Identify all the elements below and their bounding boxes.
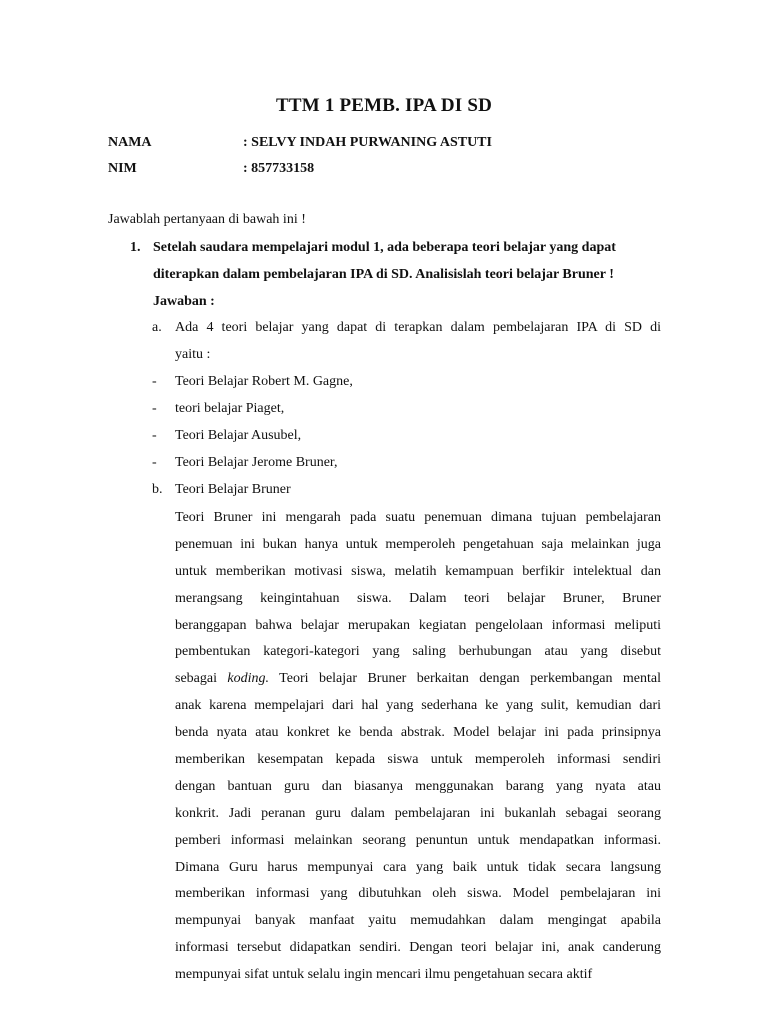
- identity-value: : 857733158: [243, 161, 315, 176]
- identity-row-nama: [108, 135, 492, 151]
- identity-label: NAMA: [108, 135, 152, 150]
- paragraph-line: Dimana Guru harus mempunyai cara yang baik untuk tidak secara langsung: [175, 859, 661, 875]
- list-marker-b: b.: [152, 482, 163, 497]
- bullet-item: Teori Belajar Jerome Bruner,: [175, 455, 338, 470]
- paragraph-line: pemberi informasi melainkan seorang penuntun untuk mendapatkan informasi.: [175, 832, 661, 848]
- paragraph-line: untuk memberikan motivasi siswa, melatih kemampuan berfikir intelektual dan: [175, 563, 661, 579]
- bullet-marker: -: [152, 374, 157, 389]
- instruction-text: Jawablah pertanyaan di bawah ini !: [108, 212, 306, 227]
- paragraph-line: beranggapan bahwa belajar merupakan kegiatan pengelolaan informasi meliputi: [175, 617, 661, 633]
- list-marker-a: a.: [152, 320, 162, 335]
- paragraph-line: mempunyai banyak manfaat yaitu memudahkan dalam mengingat apabila: [175, 913, 661, 929]
- paragraph-line: penemuan ini bukan hanya untuk memperoleh pengetahuan saja melainkan juga: [175, 536, 661, 552]
- identity-row-nim: [108, 161, 314, 177]
- paragraph-line: merangsang keingintahuan siswa. Dalam teori belajar Bruner, Bruner: [175, 590, 661, 606]
- bullet-marker: -: [152, 455, 157, 470]
- paragraph-line: informasi tersebut didapatkan sendiri. Dengan teori belajar ini, anak canderung: [175, 940, 661, 956]
- identity-value: : SELVY INDAH PURWANING ASTUTI: [243, 135, 492, 150]
- item-a-line: Ada 4 teori belajar yang dapat di terapkan dalam pembelajaran IPA di SD di: [175, 320, 661, 335]
- bullet-marker: -: [152, 401, 157, 416]
- paragraph-line: konkrit. Jadi peranan guru dalam pembelajaran ini bukanlah sebagai seorang: [175, 805, 661, 821]
- identity-label: NIM: [108, 161, 137, 176]
- bullet-item: teori belajar Piaget,: [175, 401, 285, 416]
- paragraph-line: benda nyata atau konkret ke benda abstrak. Model belajar ini pada prinsipnya: [175, 725, 661, 741]
- bullet-item: Teori Belajar Ausubel,: [175, 428, 302, 443]
- bullet-marker: -: [152, 428, 157, 443]
- paragraph-line: dengan bantuan guru dan biasanya menggunakan barang yang nyata atau: [175, 778, 661, 794]
- document-title: TTM 1 PEMB. IPA DI SD: [275, 95, 493, 116]
- paragraph-line: anak karena mempelajari dari hal yang sederhana ke yang sulit, kemudian dari: [175, 698, 661, 714]
- paragraph-line: mempunyai sifat untuk selalu ingin mencari ilmu pengetahuan secara aktif: [175, 967, 593, 983]
- question-line: Setelah saudara mempelajari modul 1, ada beberapa teori belajar yang dapat: [153, 240, 616, 255]
- italic-term: koding.: [227, 671, 270, 687]
- paragraph-line: memberikan informasi yang dibutuhkan oleh siswa. Model pembelajaran ini: [175, 886, 661, 902]
- paragraph-line: pembentukan kategori-kategori yang saling berhubungan atau yang disebut: [175, 644, 661, 660]
- item-a-line: yaitu :: [175, 347, 211, 362]
- paragraph-line: sebagai koding. Teori belajar Bruner berkaitan dengan perkembangan mental: [175, 671, 662, 687]
- body-paragraph: [175, 505, 661, 989]
- paragraph-line: Teori Bruner ini mengarah pada suatu penemuan dimana tujuan pembelajaran: [175, 510, 661, 525]
- paragraph-line: memberikan kesempatan kepada siswa untuk memperoleh informasi sendiri: [175, 752, 661, 768]
- bullet-item: Teori Belajar Robert M. Gagne,: [175, 374, 353, 389]
- question-line: diterapkan dalam pembelajaran IPA di SD. Analisislah teori belajar Bruner !: [153, 267, 614, 282]
- item-b-heading: Teori Belajar Bruner: [175, 482, 291, 497]
- question-number: 1.: [130, 240, 141, 255]
- answer-label: Jawaban :: [153, 294, 215, 309]
